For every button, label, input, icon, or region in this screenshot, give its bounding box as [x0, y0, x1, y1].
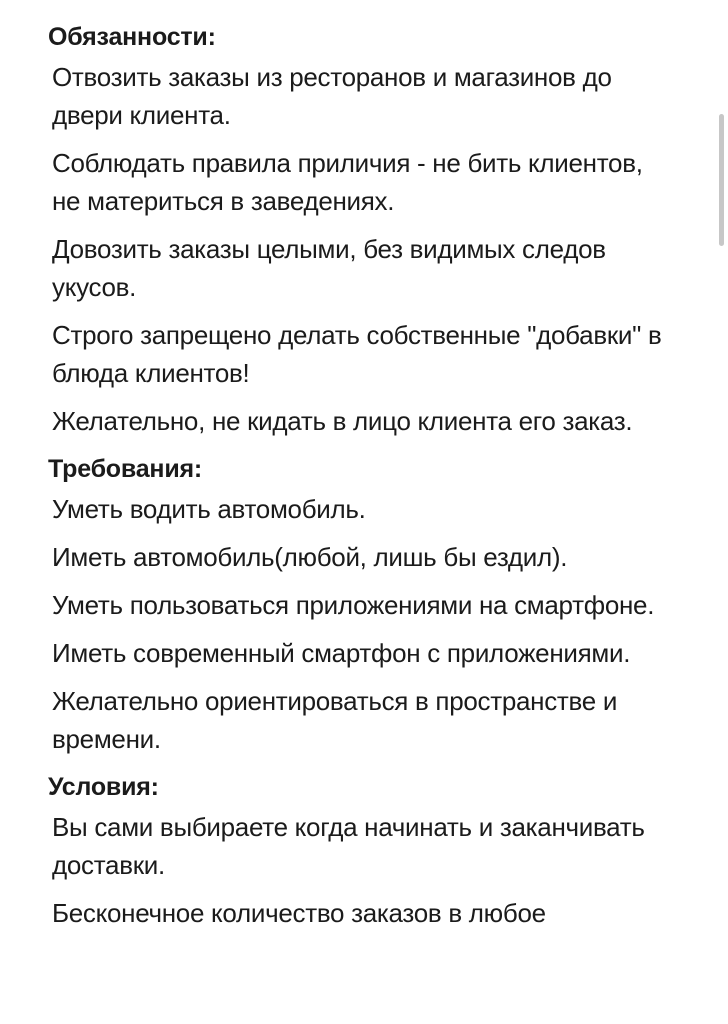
duty-item: Отвозить заказы из ресторанов и магазинов до двери клиента.: [52, 62, 612, 130]
section-title-conditions: Условия:: [48, 773, 159, 801]
requirement-item: Иметь современный смартфон с приложениями.: [52, 638, 631, 668]
duty-item: Соблюдать правила приличия - не бить клиентов, не материться в заведениях.: [52, 148, 643, 216]
requirement-item: Иметь автомобиль(любой, лишь бы ездил).: [52, 542, 568, 572]
vertical-scrollbar[interactable]: [719, 114, 724, 246]
requirement-item: Уметь пользоваться приложениями на смартфоне.: [52, 590, 655, 620]
condition-item: Бесконечное количество заказов в любое: [52, 898, 546, 928]
section-title-duties: Обязанности:: [48, 23, 216, 51]
requirement-item: Уметь водить автомобиль.: [52, 494, 366, 524]
condition-item: Вы сами выбираете когда начинать и заканчивать доставки.: [52, 812, 645, 880]
duty-item: Довозить заказы целыми, без видимых следов укусов.: [52, 234, 606, 302]
job-description-text: [0, 18, 700, 942]
duty-item: Строго запрещено делать собственные "добавки" в блюда клиентов!: [52, 320, 662, 388]
section-title-requirements: Требования:: [48, 455, 203, 483]
requirement-item: Желательно ориентироваться в пространстве и времени.: [52, 686, 618, 754]
duty-item: Желательно, не кидать в лицо клиента его заказ.: [52, 406, 633, 436]
